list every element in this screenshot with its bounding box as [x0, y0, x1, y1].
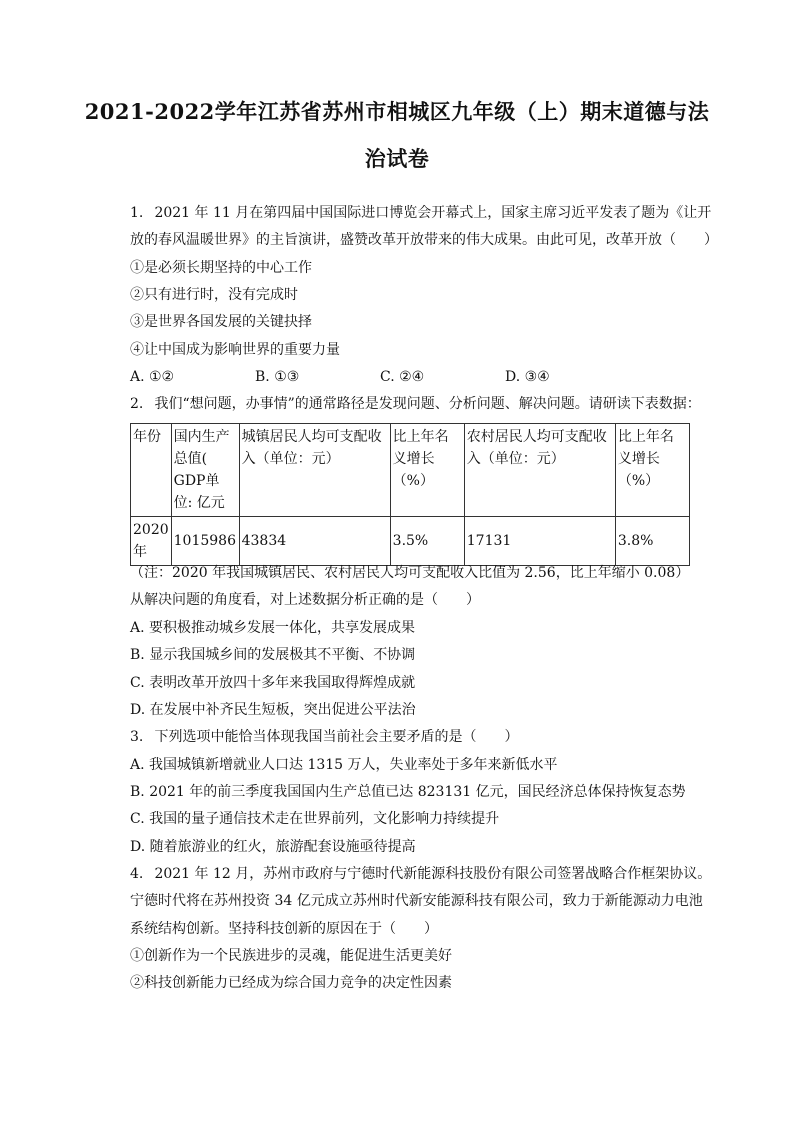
q1-item-2: ②只有进行时，没有完成时: [130, 287, 298, 303]
q1-item-3: ③是世界各国发展的关键抉择: [130, 314, 312, 330]
q1-number: 1.: [130, 205, 144, 221]
table-header-row: [131, 424, 690, 517]
table-header-urban-income: 城镇居民人均可支配收入（单位：元）: [239, 424, 390, 517]
q2-option-c[interactable]: C. 表明改革开放四十多年来我国取得辉煌成就: [130, 675, 416, 691]
q4-stem-line3: 系统结构创新。坚持科技创新的原因在于（ ）: [130, 921, 438, 937]
q2-note: （注：2020 年我国城镇居民、农村居民人均可支配收入比值为 2.56，比上年缩小 0.08）: [130, 565, 690, 581]
q4-number: 4.: [130, 866, 144, 882]
q2-stem: [130, 394, 701, 414]
table-cell-urban-income: 43834: [239, 517, 390, 566]
q1-stem-line2: 放的春风温暖世界》的主旨演讲，盛赞改革开放带来的伟大成果。由此可见，改革开放（ ）: [130, 232, 718, 248]
q4-stem-line2: 宁德时代将在苏州投资 34 亿元成立苏州时代新安能源科技有限公司，致力于新能源动力电池: [130, 893, 703, 909]
q3-stem-text: 下列选项中能恰当体现我国当前社会主要矛盾的是（ ）: [154, 729, 519, 745]
q3-option-b[interactable]: B. 2021 年的前三季度我国国内生产总值已达 823131 亿元，国民经济总体保持恢复态势: [130, 784, 686, 800]
table-header-urban-growth: 比上年名义增长（%）: [390, 424, 464, 517]
q1-option-d[interactable]: D. ③④: [505, 369, 550, 385]
table-cell-rural-income: 17131: [464, 517, 615, 566]
gdp-income-table: [130, 423, 690, 566]
table-cell-urban-growth: 3.5%: [390, 517, 464, 566]
q4-stem-text-1: 2021 年 12 月，苏州市政府与宁德时代新能源科技股份有限公司签署战略合作框架协议。: [154, 866, 712, 882]
table-header-gdp: 国内生产总值( GDP单位: 亿元: [171, 424, 239, 517]
q1-option-b[interactable]: B. ①③: [255, 369, 300, 385]
q1-stem-line1: [130, 203, 711, 223]
q3-option-a[interactable]: A. 我国城镇新增就业人口达 1315 万人，失业率处于多年来新低水平: [130, 757, 558, 773]
table-cell-gdp: 1015986: [171, 517, 239, 566]
table-cell-year: 2020年: [131, 517, 172, 566]
q4-stem-line1: [130, 864, 711, 884]
q3-option-c[interactable]: C. 我国的量子通信技术走在世界前列，文化影响力持续提升: [130, 811, 500, 827]
table-header-year: 年份: [131, 424, 172, 517]
q2-option-b[interactable]: B. 显示我国城乡间的发展极其不平衡、不协调: [130, 647, 416, 663]
q4-item-1: ①创新作为一个民族进步的灵魂，能促进生活更美好: [130, 948, 452, 964]
q1-option-c[interactable]: C. ②④: [380, 369, 425, 385]
q1-item-1: ①是必须长期坚持的中心工作: [130, 260, 312, 276]
q2-number: 2.: [130, 396, 144, 412]
q2-question: 从解决问题的角度看，对上述数据分析正确的是（ ）: [130, 592, 480, 608]
page-title-line1: 2021-2022学年江苏省苏州市相城区九年级（上）期末道德与法: [84, 99, 710, 124]
q2-option-d[interactable]: D. 在发展中补齐民生短板，突出促进公平法治: [130, 702, 416, 718]
table-cell-rural-growth: 3.8%: [615, 517, 689, 566]
q1-stem-text-1: 2021 年 11 月在第四届中国国际进口博览会开幕式上，国家主席习近平发表了题为《让开: [154, 205, 712, 221]
q2-option-a[interactable]: A. 要积极推动城乡发展一体化，共享发展成果: [130, 620, 416, 636]
table-header-rural-income: 农村居民人均可支配收入（单位：元）: [464, 424, 615, 517]
table-header-rural-growth: 比上年名义增长（%）: [615, 424, 689, 517]
q1-options: [130, 367, 630, 387]
table-row: [131, 517, 690, 566]
q3-number: 3.: [130, 729, 144, 745]
q2-stem-text: 我们“想问题，办事情”的通常路径是发现问题、分析问题、解决问题。请研读下表数据：: [154, 396, 701, 412]
q3-option-d[interactable]: D. 随着旅游业的红火，旅游配套设施亟待提高: [130, 839, 416, 855]
q3-stem: [130, 727, 518, 747]
q1-option-a[interactable]: A. ①②: [130, 369, 175, 385]
q4-item-2: ②科技创新能力已经成为综合国力竞争的决定性因素: [130, 975, 452, 991]
q1-item-4: ④让中国成为影响世界的重要力量: [130, 342, 340, 358]
page-title-line2: 治试卷: [364, 146, 430, 171]
